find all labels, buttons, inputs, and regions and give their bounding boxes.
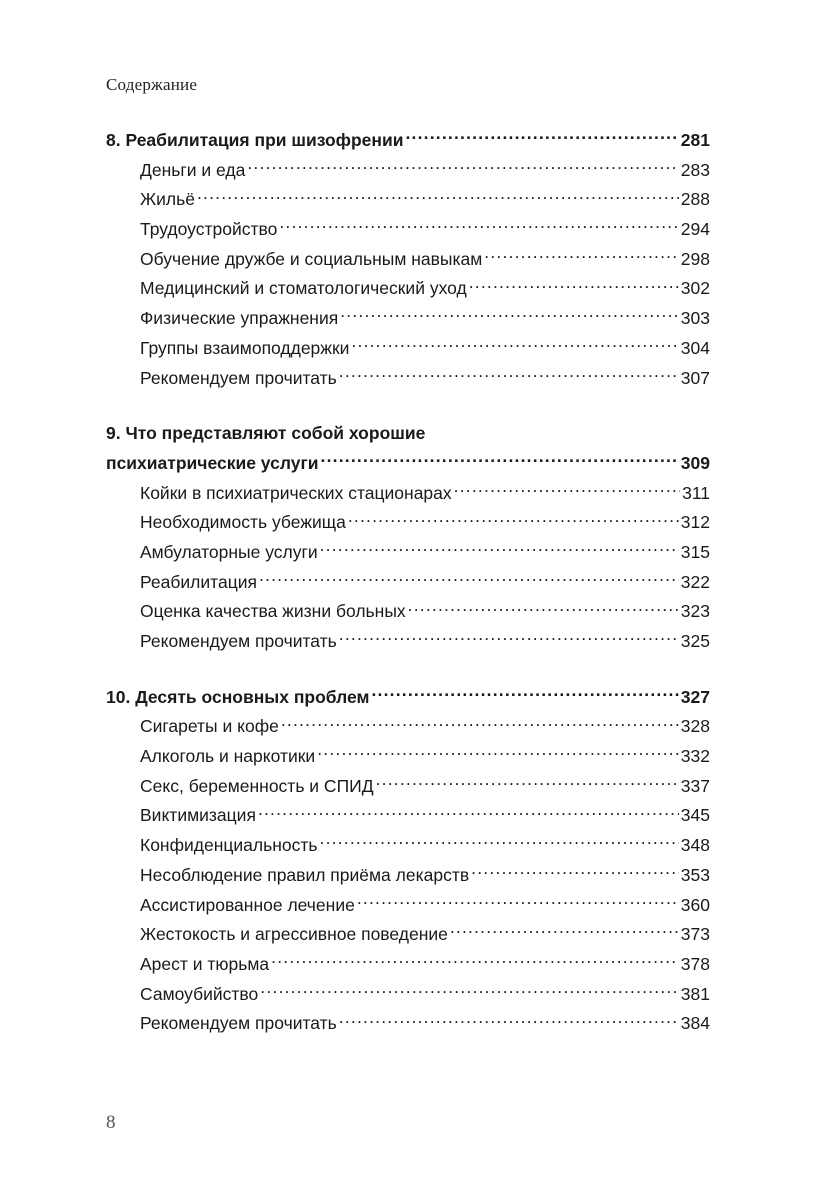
section-page-number: 328 bbox=[680, 716, 710, 737]
section-page-number: 373 bbox=[680, 924, 710, 945]
toc-chapter bbox=[106, 683, 710, 1039]
running-head: Содержание bbox=[106, 75, 198, 94]
section-entry[interactable] bbox=[106, 568, 710, 598]
dot-leader bbox=[406, 129, 679, 147]
dot-leader bbox=[279, 218, 678, 236]
section-title: Койки в психиатрических стационарах bbox=[140, 482, 452, 503]
dot-leader bbox=[348, 511, 679, 529]
section-entry[interactable] bbox=[106, 627, 710, 657]
table-of-contents bbox=[106, 126, 710, 1065]
section-title: Ассистированное лечение bbox=[140, 894, 355, 915]
dot-leader bbox=[320, 834, 679, 852]
chapter-title: психиатрические услуги bbox=[106, 452, 319, 473]
dot-leader bbox=[351, 336, 678, 354]
dot-leader bbox=[260, 982, 679, 1000]
section-page-number: 325 bbox=[680, 631, 710, 651]
section-page-number: 337 bbox=[680, 775, 710, 796]
chapter-entry[interactable] bbox=[106, 683, 710, 713]
dot-leader bbox=[484, 247, 679, 265]
section-title: Обучение дружбе и социальным навыкам bbox=[140, 248, 483, 269]
section-page-number: 312 bbox=[680, 512, 710, 533]
section-page-number: 302 bbox=[680, 278, 710, 299]
section-entry[interactable] bbox=[106, 508, 710, 538]
section-page-number: 323 bbox=[680, 601, 710, 622]
dot-leader bbox=[281, 715, 679, 733]
section-page-number: 384 bbox=[680, 1013, 710, 1034]
section-page-number: 304 bbox=[680, 337, 710, 358]
section-title: Физические упражнения bbox=[140, 308, 339, 329]
section-title: Рекомендуем прочитать bbox=[140, 367, 337, 388]
section-entry[interactable] bbox=[106, 891, 710, 921]
section-entry[interactable] bbox=[106, 950, 710, 980]
section-title: Необходимость убежища bbox=[140, 512, 346, 533]
section-entry[interactable] bbox=[106, 597, 710, 627]
section-title: Арест и тюрьма bbox=[140, 953, 270, 974]
dot-leader bbox=[450, 923, 679, 941]
section-entry[interactable] bbox=[106, 712, 710, 742]
dot-leader bbox=[197, 188, 679, 206]
section-title: Самоубийство bbox=[140, 983, 259, 1004]
chapter-entry[interactable] bbox=[106, 126, 710, 156]
dot-leader bbox=[357, 893, 679, 911]
chapter-page-number: 309 bbox=[680, 452, 710, 473]
chapter-page-number: 327 bbox=[680, 686, 710, 707]
page-number: 8 bbox=[106, 1112, 116, 1133]
section-page-number: 378 bbox=[680, 953, 710, 974]
section-entry[interactable] bbox=[106, 215, 710, 245]
section-entry[interactable] bbox=[106, 185, 710, 215]
dot-leader bbox=[259, 570, 679, 588]
section-entry[interactable] bbox=[106, 831, 710, 861]
toc-chapter bbox=[106, 419, 710, 657]
section-title: Несоблюдение правил приёма лекарств bbox=[140, 864, 470, 885]
dot-leader bbox=[471, 863, 679, 881]
section-title: Алкоголь и наркотики bbox=[140, 746, 316, 767]
chapter-title: 10. Десять основных проблем bbox=[106, 686, 370, 707]
section-page-number: 311 bbox=[682, 482, 710, 503]
dot-leader bbox=[340, 307, 679, 325]
section-page-number: 315 bbox=[680, 541, 710, 562]
section-title: Реабилитация bbox=[140, 571, 257, 592]
dot-leader bbox=[469, 277, 679, 295]
section-title: Деньги и еда bbox=[140, 159, 246, 180]
dot-leader bbox=[454, 481, 680, 499]
dot-leader bbox=[408, 600, 679, 618]
dot-leader bbox=[339, 366, 679, 384]
section-page-number: 381 bbox=[680, 983, 710, 1004]
section-page-number: 353 bbox=[680, 864, 710, 885]
section-entry[interactable] bbox=[106, 538, 710, 568]
section-entry[interactable] bbox=[106, 304, 710, 334]
section-page-number: 307 bbox=[680, 367, 710, 388]
section-title: Группы взаимоподдержки bbox=[140, 337, 350, 358]
section-title: Рекомендуем прочитать bbox=[140, 631, 337, 651]
section-title: Виктимизация bbox=[140, 805, 256, 826]
dot-leader bbox=[321, 451, 679, 469]
section-page-number: 332 bbox=[680, 746, 710, 767]
dot-leader bbox=[339, 630, 679, 648]
section-page-number: 298 bbox=[680, 248, 710, 269]
section-entry[interactable] bbox=[106, 742, 710, 772]
section-entry[interactable] bbox=[106, 861, 710, 891]
dot-leader bbox=[247, 158, 678, 176]
section-title: Трудоустройство bbox=[140, 219, 278, 240]
section-page-number: 345 bbox=[680, 805, 710, 826]
section-entry[interactable] bbox=[106, 364, 710, 394]
section-page-number: 294 bbox=[680, 219, 710, 240]
section-page-number: 360 bbox=[680, 894, 710, 915]
dot-leader bbox=[320, 540, 679, 558]
section-entry[interactable] bbox=[106, 801, 710, 831]
section-page-number: 348 bbox=[680, 835, 710, 856]
dot-leader bbox=[371, 685, 678, 703]
section-title: Рекомендуем прочитать bbox=[140, 1013, 337, 1034]
section-title: Оценка качества жизни больных bbox=[140, 601, 406, 622]
dot-leader bbox=[317, 745, 679, 763]
dot-leader bbox=[271, 952, 679, 970]
section-title: Жильё bbox=[140, 189, 195, 210]
section-page-number: 288 bbox=[680, 189, 710, 210]
dot-leader bbox=[339, 1012, 679, 1030]
chapter-title: 8. Реабилитация при шизофрении bbox=[106, 130, 404, 150]
section-page-number: 322 bbox=[680, 571, 710, 592]
section-page-number: 283 bbox=[680, 159, 710, 180]
chapter-page-number: 281 bbox=[680, 130, 710, 150]
section-entry[interactable] bbox=[106, 772, 710, 802]
section-title: Жестокость и агрессивное поведение bbox=[140, 924, 448, 945]
section-entry[interactable] bbox=[106, 245, 710, 275]
chapter-entry[interactable] bbox=[106, 449, 710, 479]
section-title: Конфиденциальность bbox=[140, 835, 318, 856]
dot-leader bbox=[258, 804, 679, 822]
section-entry[interactable] bbox=[106, 274, 710, 304]
section-title: Сигареты и кофе bbox=[140, 716, 279, 737]
chapter-title-line: 9. Что представляют собой хорошие bbox=[106, 423, 426, 444]
section-entry[interactable] bbox=[106, 156, 710, 186]
section-title: Медицинский и стоматологический уход bbox=[140, 278, 467, 299]
section-page-number: 303 bbox=[680, 308, 710, 329]
section-entry[interactable] bbox=[106, 479, 710, 509]
section-title: Амбулаторные услуги bbox=[140, 541, 318, 562]
section-title: Секс, беременность и СПИД bbox=[140, 775, 374, 796]
section-entry[interactable] bbox=[106, 1009, 710, 1039]
section-entry[interactable] bbox=[106, 334, 710, 364]
toc-chapter bbox=[106, 126, 710, 393]
dot-leader bbox=[376, 774, 679, 792]
section-entry[interactable] bbox=[106, 920, 710, 950]
section-entry[interactable] bbox=[106, 980, 710, 1010]
